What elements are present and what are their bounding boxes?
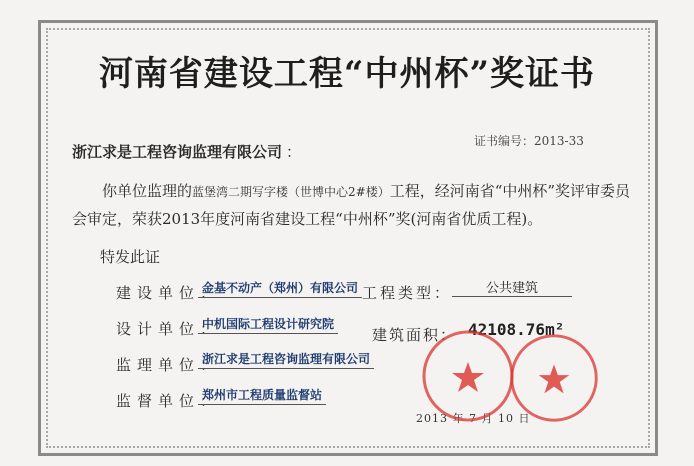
red-star-seal-icon: [418, 326, 518, 426]
body-paragraph: [72, 178, 632, 233]
floor-area-label: 建筑面积：: [372, 326, 458, 344]
oversight-unit-value: 郑州市工程质量监督站: [198, 386, 326, 405]
supervision-unit-label: 监理单位：: [116, 356, 222, 374]
design-unit-label: 设计单位：: [116, 320, 222, 338]
body-prefix: 你单位监理的: [102, 182, 193, 200]
body-suffix: 工程，经河南省“中州杯”奖评审委员会审定，荣获2013年度河南省建设工程“中州杯”奖(河南省优质工程)。: [72, 182, 631, 228]
supervision-unit-value: 浙江求是工程咨询监理有限公司: [198, 350, 374, 369]
issue-date: 2013 年 7 月 10 日: [416, 412, 531, 425]
floor-area-value: 42108.76m²: [468, 320, 565, 339]
recipient-colon: ：: [286, 143, 302, 161]
oversight-unit-label: 监督单位：: [116, 392, 222, 410]
project-name: 蓝堡湾二期写字楼（世博中心2#楼）: [192, 185, 390, 199]
construction-unit-label: 建设单位：: [116, 284, 222, 302]
construction-unit-value: 金基不动产（郑州）有限公司: [198, 279, 362, 298]
project-type-label: 工程类型：: [362, 284, 453, 302]
project-type-value: 公共建筑: [452, 277, 572, 297]
certificate-number: 证书编号：2013-33: [474, 134, 584, 148]
recipient: [72, 141, 301, 162]
recipient-name: 浙江求是工程咨询监理有限公司: [72, 143, 283, 161]
red-star-seal-icon: [506, 330, 602, 426]
certificate-title: 河南省建设工程“中州杯”奖证书: [98, 54, 596, 94]
special-issue-text: 特发此证: [100, 248, 161, 266]
design-unit-value: 中机国际工程设计研究院: [198, 315, 338, 334]
